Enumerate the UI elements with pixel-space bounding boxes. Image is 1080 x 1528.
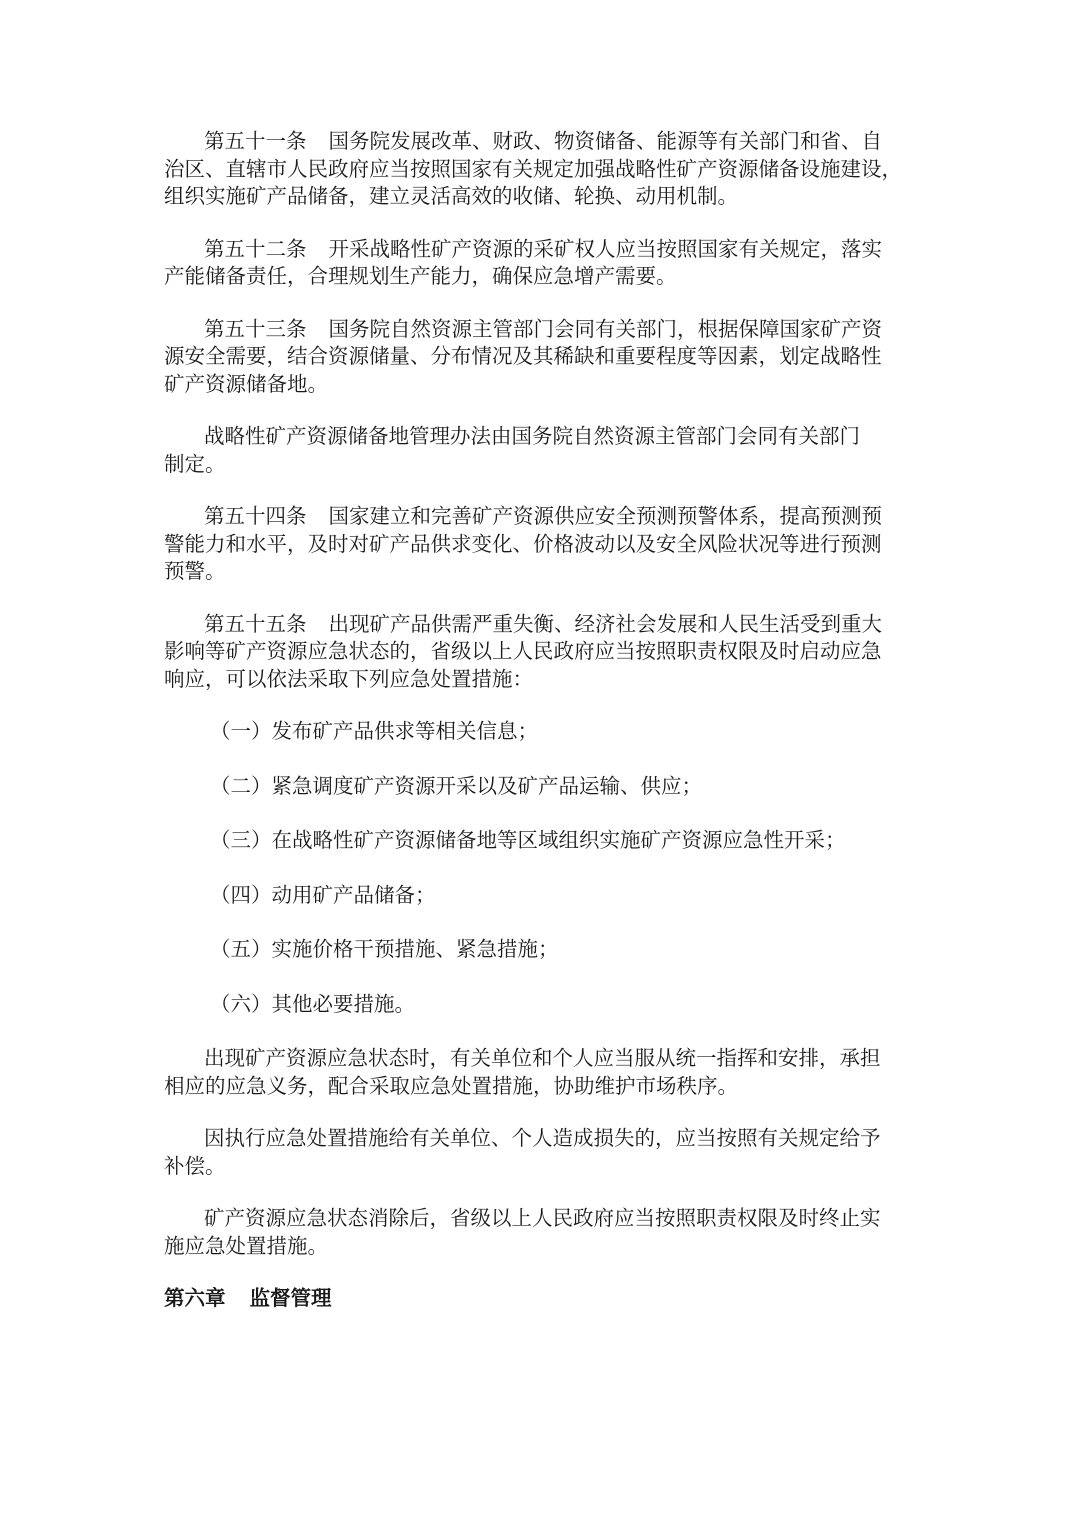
article-51-line-2: 治区、直辖市人民政府应当按照国家有关规定加强战略性矿产资源储备设施建设，: [164, 156, 902, 181]
article-51-line-3: 组织实施矿产品储备，建立灵活高效的收储、轮换、动用机制。: [164, 184, 738, 208]
document-page: [164, 128, 924, 1313]
article-53: [164, 316, 924, 399]
reserve-line-2: 制定。: [164, 451, 226, 476]
article-54-line-3: 预警。: [164, 559, 226, 583]
article-51-line-1: 第五十一条 国务院发展改革、财政、物资储备、能源等有关部门和省、自: [204, 129, 882, 153]
reserve-line-1: 战略性矿产资源储备地管理办法由国务院自然资源主管部门会同有关部门: [204, 424, 860, 448]
article-55-line-3: 响应，可以依法采取下列应急处置措施：: [164, 666, 533, 691]
chapter-number: 第六章: [164, 1286, 226, 1310]
article-55-line-1: 第五十五条 出现矿产品供需严重失衡、经济社会发展和人民生活受到重大: [204, 611, 882, 636]
article-52: [164, 236, 924, 291]
article-53-line-2: 源安全需要，结合资源储量、分布情况及其稀缺和重要程度等因素，划定战略性: [164, 344, 882, 368]
article-53-line-3: 矿产资源储备地。: [164, 371, 328, 396]
article-54-line-2: 警能力和水平，及时对矿产品供求变化、价格波动以及安全风险状况等进行预测: [164, 531, 882, 556]
article-number: 第五十三条: [204, 316, 307, 341]
compensation-line-2: 补偿。: [164, 1153, 226, 1178]
compensation-line-1: 因执行应急处置措施给有关单位、个人造成损失的，应当按照有关规定给予: [204, 1126, 881, 1150]
article-52-line-2: 产能储备责任，合理规划生产能力，确保应急增产需要。: [164, 264, 677, 288]
chapter-heading: [164, 1285, 924, 1313]
termination-paragraph: [164, 1205, 924, 1260]
chapter-title: 监督管理: [249, 1286, 332, 1310]
measure-item: （三）在战略性矿产资源储备地等区域组织实施矿产资源应急性开采；: [210, 828, 846, 852]
measure-item: （一）发布矿产品供求等相关信息；: [210, 719, 538, 743]
article-53-line-1: 第五十三条 国务院自然资源主管部门会同有关部门，根据保障国家矿产资: [204, 316, 882, 341]
measure-item: （五）实施价格干预措施、紧急措施；: [210, 937, 559, 961]
reserve-management-paragraph: [164, 423, 924, 478]
article-number: 第五十四条: [204, 504, 307, 528]
compensation-paragraph: [164, 1125, 924, 1180]
termination-line-1: 矿产资源应急状态消除后，省级以上人民政府应当按照职责权限及时终止实: [204, 1206, 881, 1230]
article-54: [164, 503, 924, 586]
article-number: 第五十一条: [204, 129, 307, 153]
obey-command-paragraph: [164, 1045, 924, 1100]
measure-item: （二）紧急调度矿产资源开采以及矿产品运输、供应；: [210, 773, 702, 798]
obey-line-1: 出现矿产资源应急状态时，有关单位和个人应当服从统一指挥和安排，承担: [204, 1046, 881, 1070]
article-number: 第五十五条: [204, 611, 307, 636]
article-55: [164, 611, 924, 694]
article-52-line-1: 第五十二条 开采战略性矿产资源的采矿权人应当按照国家有关规定，落实: [204, 236, 882, 261]
termination-line-2: 施应急处置措施。: [164, 1233, 328, 1258]
article-55-line-2: 影响等矿产资源应急状态的，省级以上人民政府应当按照职责权限及时启动应急: [164, 639, 882, 663]
article-number: 第五十二条: [204, 236, 307, 261]
obey-line-2: 相应的应急义务，配合采取应急处置措施，协助维护市场秩序。: [164, 1073, 738, 1098]
measure-item: （四）动用矿产品储备；: [210, 882, 436, 907]
article-54-line-1: 第五十四条 国家建立和完善矿产资源供应安全预测预警体系，提高预测预: [204, 504, 882, 528]
measure-item: （六）其他必要措施。: [210, 991, 415, 1016]
article-51: [164, 128, 924, 211]
